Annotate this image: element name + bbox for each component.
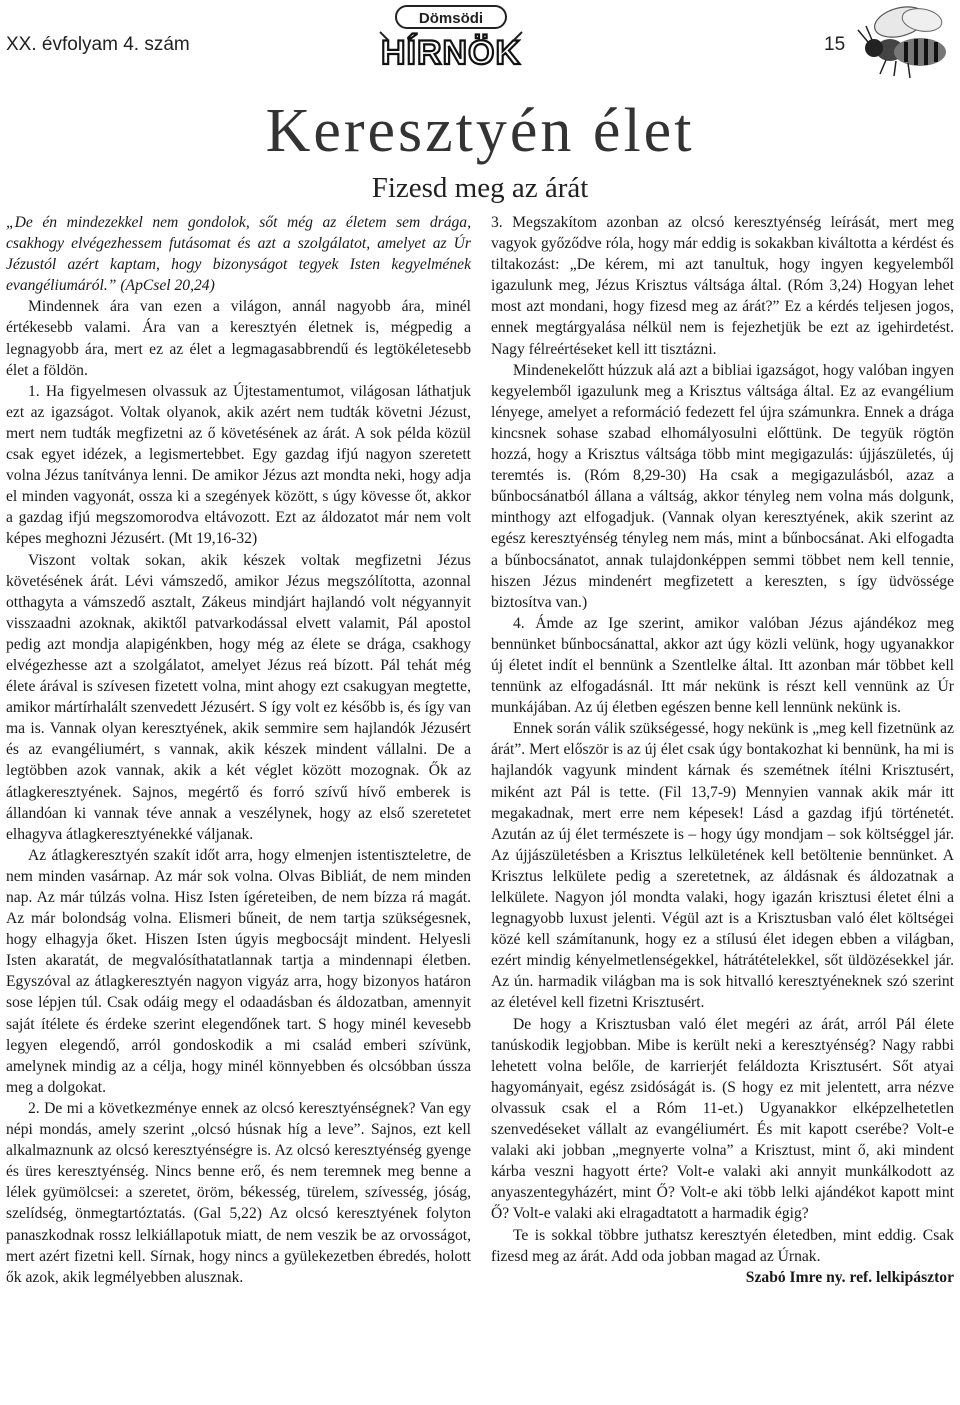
right-column: [491, 212, 954, 1288]
bee-icon: [850, 0, 960, 80]
paragraph: 4. Ámde az Ige szerint, amikor valóban Jézus ajándékoz meg bennünket bűnbocsánattal, akkor azt úgy közli velünk, hogy ugyanakkor új életet indít el bennünk a Szentlelke által. Itt azonban már többet kell tennünk az elfogadásnál. Itt már nekünk is részt kell vennünk az Úr munkájában. Az új életben egészen bennе kell lennünk nekünk is.: [491, 614, 954, 717]
paragraph: Az átlagkeresztyén szakít időt arra, hogy elmenjen istentiszteletre, de nem minden vasárnap. Az már sok volna. Olvas Bibliát, de nem minden nap. Az már túlzás volna. Hisz Isten ígéreteiben, de nem bízza rá magát. Az már bolondság volna. Elismeri bűneit, de nem tartja szükségesnek, hogy elhagyja őket. Hiszen Isten úgyis megbocsájt mindent. Helyesli Isten akaratát, de megvalósíthatatlannak tartja a mindennapi életben. Egyszóval az átlagkeresztyén nagyon vigyáz arra, hogy bizonyos határon sose lépjen túl. Csak odáig megy el odaadásban és áldozatban, amennyit saját ítélete és érdeke szerint elegendőnek tart. S hogy minél kevesebb legyen elegendő, arról gondoskodik a mi család emberi szívünk, amelynek mindig az a célja, hogy minél könnyebben és olcsóbban ússza meg a dolgokat.: [6, 846, 471, 1096]
paragraph: Mindenekelőtt húzzuk alá azt a bibliai igazságot, hogy valóban ingyen kegyelemből igazulunk meg a Krisztus váltsága által. Ez az evangélium lényege, amelyet a reformáció fedezett fel újra számunkra. Ennek a drága kincsnek sohase szabad elhomályosulni előttünk. De tegyük rögtön hozzá, hogy a Krisztus váltsága több mint megigazulás: újjászületés, új teremtés is. (Róm 8,29-30) Ha csak a megigazulásból, azaz a bűnbocsánatból állana a váltság, akkor tényleg nem volna más dolgunk, minthogy azt elfogadjuk. (Vannak olyan keresztyének, akik szerint az egész keresztyénség tényleg nem más, mint a bűnbocsánat. Aki elfogadta a bűnbocsánatot, annak tulajdonképpen semmi többet nem kell tennie, hiszen Jézus mindenért megfizetett a kereszten, s így üdvössége biztosítva van.): [491, 361, 954, 611]
paragraph: 2. De mi a következménye ennek az olcsó keresztyénségnek? Van egy népi mondás, amely szerint „olcsó húsnak híg a leve”. Sajnos, ezt kell alkalmaznunk az olcsó keresztyénségre is. Az olcsó keresztyénség gyenge és üres keresztyénség. Nincs benne erő, és nem teremnek meg benne a lélek gyümölcsei: a szeretet, öröm, békesség, türelem, szívesség, jóság, szelídség, önmegtartóztatás. (Gal 5,22) Az olcsó keresztyének folyton panaszkodnak rossz lelkiállapotuk miatt, de nem veszik be az orvosságot, mert azért fizetni kell. Sírnak, hogy nincs a gyülekezetben ébredés, holott ők azok, akik legmélyebben alusznak.: [6, 1099, 471, 1286]
paragraph: 1. Ha figyelmesen olvassuk az Újtestamentumot, világosan láthatjuk ezt az igazságot. Voltak olyanok, akik azért nem tudták követni Jézust, mert nem tudták megfizetni az ő követésének az árát. A sok példa közül csak egyet idézek, a legismertebbet. Egy gazdag ifjú nagyon szeretett volna Jézus tanítványa lenni. De amikor Jézus azt mondta neki, hogy adja el minden vagyonát, ossza ki a szegények között, s úgy kövesse őt, akkor a gazdag ifjú megszomorodva eltávozott. Ezt az áldozatot már nem volt képes meghozni Jézusért. (Mt 19,16-32): [6, 382, 471, 548]
issue-label: XX. évfolyam 4. szám: [6, 34, 190, 55]
paragraph: Mindennek ára van ezen a világon, annál nagyobb ára, minél értékesebb valami. Ára van a keresztyén életnek is, mégpedig a legnagyobb ára, mert ez az élet a legmagasabbrendű és legtökéletesebb élet a földön.: [6, 298, 471, 379]
paragraph: 3. Megszakítom azonban az olcsó keresztyénség leírását, mert meg vagyok győződve róla, hogy már eddig is sokakban kiváltotta a kérdést és tiltakozást: „De kérem, mi azt tanultuk, hogy ingyen kegyelemből igazulunk meg, Jézus Krisztus váltsága által. (Róm 3,24) Hogyan lehet most azt mondani, hogy fizesd meg az árát?” Ez a kérdés teljesen jogos, ennek megtárgyalása nélkül nem is fejezhetjük be ezt az igehirdetést. Nagy félreértéseket kell itt tisztázni.: [491, 214, 954, 358]
masthead-logo: [376, 2, 526, 76]
author-signature: Szabó Imre ny. ref. lelkipásztor: [745, 1268, 954, 1286]
paragraph: Te is sokkal többre juthatsz keresztyén életedben, mint eddig. Csak fizesd meg az árát. Add oda jobban magad az Úrnak.: [491, 1226, 954, 1265]
paragraph: Ennek során válik szükségessé, hogy nekünk is „meg kell fizetnünk az árát”. Mert először is az új élet csak úgy bontakozhat ki bennünk, ha mi is hajlandók vagyunk mindent kárnak és szemétnek ítélni Krisztusért, miként azt Pál is tette. (Fil 13,7-9) Mennyien vannak akik már itt megakadnak, mert erre nem képesek! Lásd a gazdag ifjú történetét. Azután az új élet természete is – hogy úgy mondjam – sok költséggel jár. Az újjászületésben a Krisztus lelkületének kell betöltenie bennünket. A Krisztus lelkülete pedig a szeretetnek, az áldásnak és áldozatnak a lelkülete. Nagyon jól mondta valaki, hogy igazán krisztusi életet élni a legnagyobb luxust jelenti. Végül azt is a Krisztusban való élet költségei közé kell számítanunk, hogy ez a stílusú élet idegen ebben a világban, ezért mindig kényelmetlenségekkel, hátrátételekkel, sőt üldözésekkel jár. Az ún. harmadik világban ma is sok hitvalló keresztyéneknek szó szerint az életével kell fizetni Krisztusért.: [491, 720, 954, 1012]
masthead-graphic: [376, 2, 526, 76]
section-title: Keresztyén élet: [265, 97, 695, 165]
motto-quote: [6, 212, 471, 296]
quote-text: „De én mindezekkel nem gondolok, sőt még az életem sem drága, csakhogy elvégezhessem futásomat és azt a szolgálatot, amelyet az Úr Jézustól azért kaptam, hogy bizonyságot tegyek Isten kegyelmének evangéliumáról.”: [6, 214, 471, 295]
page-number: 15: [824, 34, 846, 55]
quote-reference: (ApCsel 20,24): [120, 277, 215, 295]
paragraph: Viszont voltak sokan, akik készek voltak megfizetni Jézus követésének árát. Lévi vámszedő, amikor Jézus megszólította, azonnal otthagyta a vámszedő asztalt, Zákeus mindjárt hajlandó volt négyannyit visszaadni azoknak, akiktől patvarkodással elvett valamit, Pál apostol pedig azt mondja alapigénkben, hogy még az élete se drága, csakhogy elvégezhesse azt a szolgálatot, amelyet Jézus reá bízott. Pál tehát még élete árával is szívesen fizetett volna, mint ahogy ezt csakugyan megtette, amikor mártírhalált szenvedett Jézusért. S így volt ez később is, és így van ma is. Vannak olyan keresztyének, akik semmire sem hajlandók Jézusért és az evangéliumért, s vannak, akik készek mindent vállalni. De a legtöbben azok vannak, akik a két véglet között mozognak. Ők az átlagkeresztyének. Sajnos, megértő és forró szívű hívő emberek is állandóan ki vannak téve annak a veszélynek, hogy az első szeretetet elhagyva átlagkeresztyénekké váljanak.: [6, 551, 471, 843]
left-column: [6, 212, 471, 1288]
article-title: Fizesd meg az árát: [371, 172, 589, 204]
paragraph: De hogy a Krisztusban való élet megéri az árát, arról Pál élete tanúskodik legjobban. Mibe is került neki a keresztyénség? Nagy rabbi lehetett volna belőle, de karrierjét feláldozta Krisztusért. Sőt atyai hagyományait, egész zsidóságát is. (S hogy ez mit jelentett, arra nézve olvassuk csak el a Róm 11-et.) Ugyanakkor elképzelhetetlen szenvedéseket vállalt az evangéliumért. És mit kapott cserébe? Volt-e valaki aki jobban „megnyerte volna” a Krisztust, mint ő, aki mindent kárba veszni hagyott érte? Volt-e valaki aki annyit munkálkodott az anyaszentegyházért, mint Ő? Volt-e aki több lelki ajándékot kapott mint Ő? Volt-e valaki aki elragadtatott a harmadik égig?: [491, 1015, 954, 1223]
masthead-main-text: HÍRNÖK: [380, 34, 522, 72]
masthead-top-text: Dömsödi: [418, 10, 484, 27]
